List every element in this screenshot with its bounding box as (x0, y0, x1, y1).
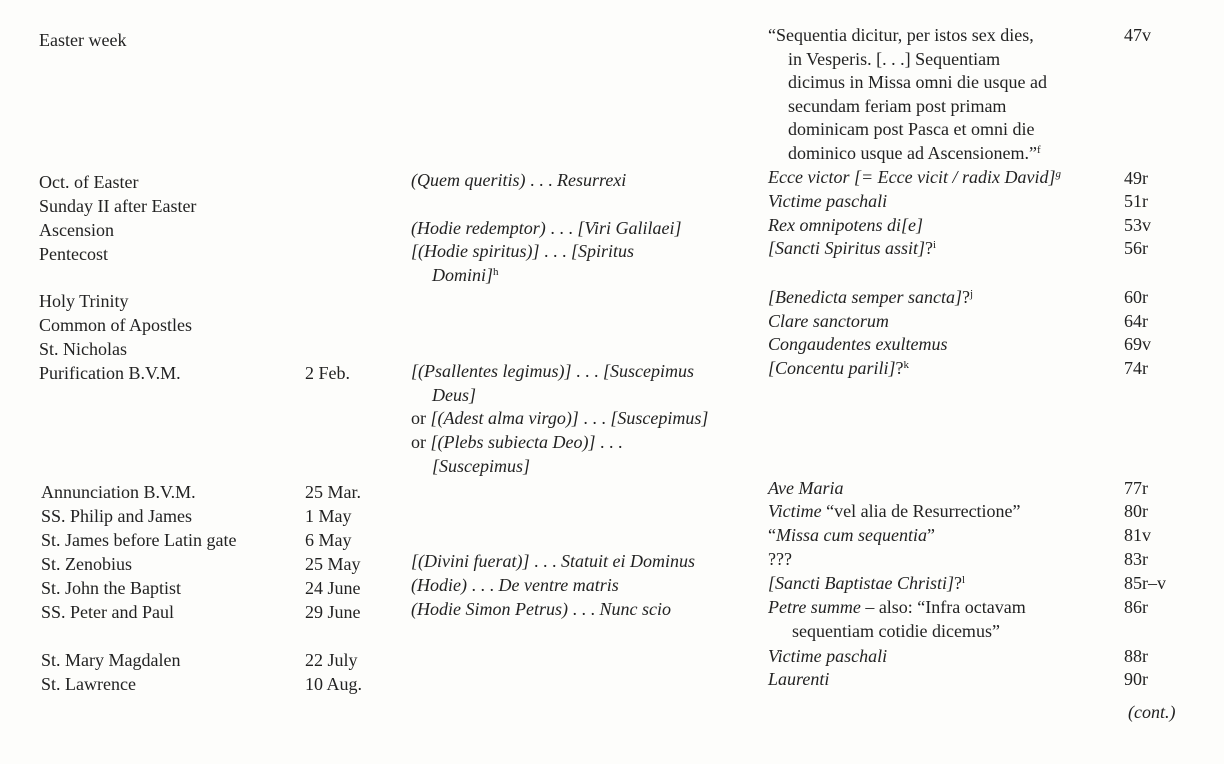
feast-label: Common of Apostles (39, 315, 193, 335)
sequence-quote-line: “Sequentia dicitur, per istos sex dies, (768, 25, 1034, 45)
footnote-mark: h (493, 266, 499, 278)
sequence: Clare sanctorum (768, 311, 889, 331)
trope-introit: (Hodie) . . . De ventre matris (411, 575, 619, 595)
folio: 88r (1124, 646, 1148, 666)
sequence: Petre summe – also: “Infra octavam (768, 597, 1026, 617)
feast-label: St. Zenobius (41, 554, 133, 574)
folio: 49r (1124, 168, 1148, 188)
folio: 53v (1124, 215, 1151, 235)
sequence: Ave Maria (768, 478, 844, 498)
feast-label: St. James before Latin gate (41, 530, 237, 550)
folio: 90r (1124, 669, 1148, 689)
trope-introit: (Quem queritis) . . . Resurrexi (411, 170, 627, 190)
feast-label: Ascension (39, 220, 114, 240)
folio: 69v (1124, 334, 1151, 354)
folio: 85r–v (1124, 573, 1166, 593)
folio: 83r (1124, 549, 1148, 569)
sequence-quote-line: secundam feriam post primam (788, 96, 1007, 116)
sequence: ??? (768, 549, 792, 569)
feast-label: Sunday II after Easter (39, 196, 197, 216)
feast-label: SS. Peter and Paul (41, 602, 174, 622)
feast-label: St. Lawrence (41, 674, 136, 694)
folio: 77r (1124, 478, 1148, 498)
folio: 47v (1124, 25, 1151, 45)
trope-introit: [(Hodie spiritus)] . . . [Spiritus (411, 241, 635, 261)
folio: 80r (1124, 501, 1148, 521)
sequence: Victime paschali (768, 191, 888, 211)
footnote-mark: l (962, 574, 966, 586)
sequence: Victime “vel alia de Resurrectione” (768, 501, 1021, 521)
trope-introit-alt: or [(Adest alma virgo)] . . . [Suscepimus] (411, 408, 709, 428)
feast-label: Annunciation B.V.M. (41, 482, 196, 502)
trope-introit-alt: or [(Plebs subiecta Deo)] . . . (411, 432, 623, 452)
footnote-mark: k (903, 359, 910, 371)
continued-marker: (cont.) (1128, 702, 1176, 722)
folio: 86r (1124, 597, 1148, 617)
trope-introit-cont: [Suscepimus] (432, 456, 530, 476)
trope-introit: [(Psallentes legimus)] . . . [Suscepimus (411, 361, 694, 381)
folio: 81v (1124, 525, 1151, 545)
feast-date: 29 June (305, 602, 361, 622)
sequence: Congaudentes exultemus (768, 334, 948, 354)
feast-date: 24 June (305, 578, 361, 598)
feast-date: 6 May (305, 530, 352, 550)
feast-date: 1 May (305, 506, 352, 526)
sequence: [Sancti Spiritus assit]?$^i$ (768, 238, 937, 258)
trope-introit-cont: Domini]$^h$ (432, 265, 499, 285)
folio: 51r (1124, 191, 1148, 211)
feast-label: Pentecost (39, 244, 108, 264)
feast-label: St. Mary Magdalen (41, 650, 181, 670)
folio: 60r (1124, 287, 1148, 307)
feast-date: 2 Feb. (305, 363, 350, 383)
footnote-mark: j (969, 288, 974, 300)
sequence-cont: sequentiam cotidie dicemus” (792, 621, 1000, 641)
sequence: Rex omnipotens di[e] (768, 215, 923, 235)
feast-date: 10 Aug. (305, 674, 363, 694)
footnote-mark: i (933, 239, 937, 251)
sequence-quote-line: dominico usque ad Ascensionem.”$^f$ (788, 143, 1041, 163)
feast-date: 25 Mar. (305, 482, 361, 502)
trope-introit: (Hodie Simon Petrus) . . . Nunc scio (411, 599, 671, 619)
sequence: [Concentu parili]?$^k$ (768, 358, 910, 378)
feast-label: Oct. of Easter (39, 172, 139, 192)
trope-introit-cont: Deus] (432, 385, 476, 405)
folio: 56r (1124, 238, 1148, 258)
footnote-mark: g (1055, 168, 1062, 180)
sequence: [Benedicta semper sancta]?$^j$ (768, 287, 974, 307)
sequence-quote-line: dicimus in Missa omni die usque ad (788, 72, 1047, 92)
footnote-mark: f (1036, 144, 1041, 156)
trope-introit: [(Divini fuerat)] . . . Statuit ei Dominus (411, 551, 695, 571)
sequence-quote-line: dominicam post Pasca et omni die (788, 119, 1035, 139)
feast-label: Easter week (39, 30, 127, 50)
feast-date: 22 July (305, 650, 358, 670)
feast-label: Purification B.V.M. (39, 363, 181, 383)
sequence: Ecce victor [= Ecce vicit / radix David]$^g$ (768, 167, 1062, 187)
feast-label: Holy Trinity (39, 291, 129, 311)
folio: 64r (1124, 311, 1148, 331)
trope-introit: (Hodie redemptor) . . . [Viri Galilaei] (411, 218, 682, 238)
sequence: Laurenti (768, 669, 830, 689)
sequence-quote-line: in Vesperis. [. . .] Sequentiam (788, 49, 1001, 69)
sequence: “Missa cum sequentia” (768, 525, 935, 545)
feast-label: SS. Philip and James (41, 506, 193, 526)
feast-label: St. John the Baptist (41, 578, 182, 598)
feast-date: 25 May (305, 554, 361, 574)
sequence: [Sancti Baptistae Christi]?$^l$ (768, 573, 966, 593)
feast-label: St. Nicholas (39, 339, 127, 359)
folio: 74r (1124, 358, 1148, 378)
sequence: Victime paschali (768, 646, 888, 666)
